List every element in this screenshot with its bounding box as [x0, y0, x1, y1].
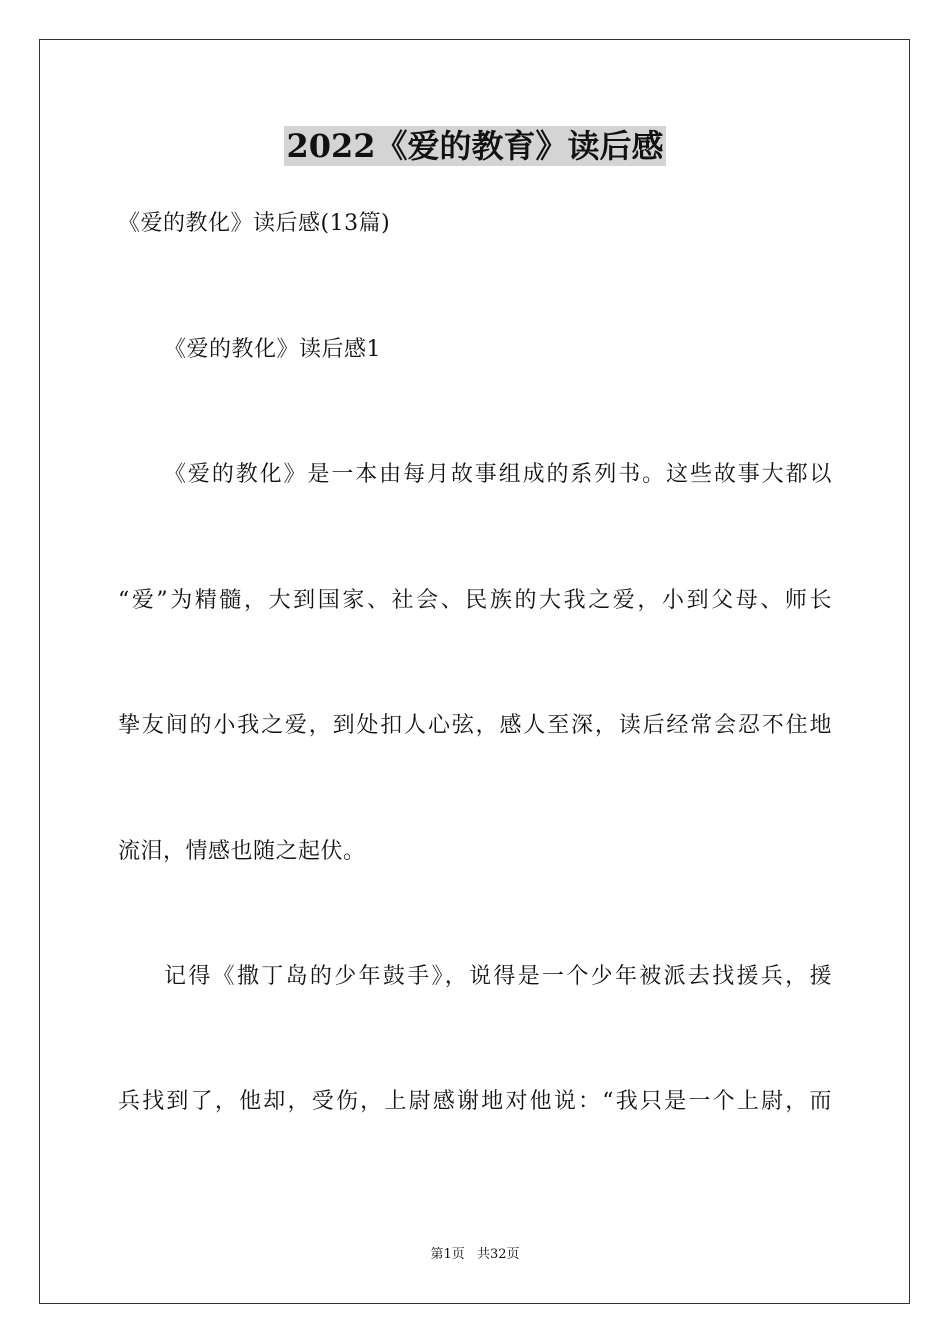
page-footer	[0, 1246, 950, 1264]
body-line: 兵找到了，他却，受伤，上尉感谢地对他说：“我只是一个上尉，而	[118, 1089, 832, 1114]
body-line: 流泪，情感也随之起伏。	[118, 839, 366, 864]
body-line: 挚友间的小我之爱，到处扣人心弦，感人至深，读后经常会忍不住地	[118, 713, 832, 738]
section-heading: 《爱的教化》读后感1	[164, 337, 381, 362]
body-line: 《爱的教化》是一本由每月故事组成的系列书。这些故事大都以	[164, 462, 832, 487]
page-number: 第1页	[430, 1247, 465, 1262]
page-total: 共32页	[476, 1247, 520, 1262]
body-line: “爱”为精髓，大到国家、社会、民族的大我之爱，小到父母、师长	[118, 588, 832, 613]
title-container	[0, 126, 950, 166]
body-line: 记得《撒丁岛的少年鼓手》，说得是一个少年被派去找援兵，援	[164, 964, 832, 989]
document-title: 2022《爱的教育》读后感	[286, 127, 664, 165]
document-subtitle: 《爱的教化》读后感(13篇)	[118, 211, 391, 236]
